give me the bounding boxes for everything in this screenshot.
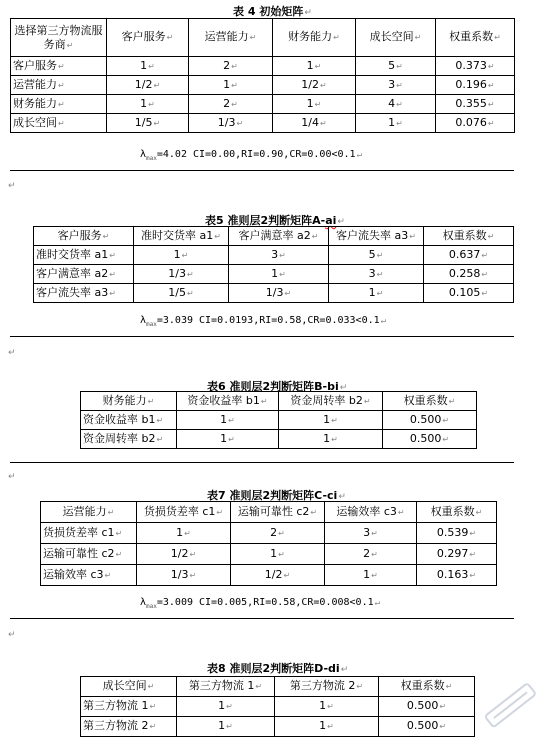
table7-header-4: 权重系数↵	[417, 502, 497, 523]
table-row	[41, 565, 497, 586]
table5-header-2: 客户满意率 a2↵	[229, 227, 329, 246]
table7-cell: 运输效率 c3↵	[41, 565, 137, 586]
table6-cell: 0.500↵	[383, 411, 477, 430]
table4-cell: 运营能力↵	[11, 76, 107, 95]
table4-cell: 0.373↵	[436, 57, 515, 76]
table8-cell: 0.500↵	[379, 697, 475, 717]
table5	[33, 226, 514, 303]
table7-caption: 表7 准则层2判断矩阵C-ci↵	[207, 489, 346, 502]
table7-cell: 3↵	[325, 523, 417, 544]
table7	[40, 501, 497, 586]
watermark-logo	[476, 676, 546, 736]
table4-cell: 0.196↵	[436, 76, 515, 95]
table4-caption: 表 4 初始矩阵↵	[233, 5, 312, 18]
table6-cell: 1↵	[177, 430, 279, 449]
table8-header-row	[81, 677, 475, 697]
table7-cell: 运输可靠性 c2↵	[41, 544, 137, 565]
divider	[10, 336, 514, 337]
table8-header-0: 成长空间↵	[81, 677, 177, 697]
table6-cell: 1↵	[177, 411, 279, 430]
table-row	[41, 523, 497, 544]
table-row	[11, 76, 515, 95]
table4-cell: 1↵	[107, 57, 189, 76]
table7-cell: 1/2↵	[137, 544, 231, 565]
table7-cell: 1/3↵	[137, 565, 231, 586]
table4-cell: 1/5↵	[107, 114, 189, 133]
table6-cell: 1↵	[279, 411, 383, 430]
table5-header-0: 客户服务↵	[34, 227, 134, 246]
table4-consistency-formula: $\lambda_{max}=4.02$ CI=0.00,RI=0.90,CR=0.00<0.1↵	[140, 149, 362, 162]
table5-cell: 1↵	[329, 284, 424, 303]
table8-cell: 第三方物流 2↵	[81, 717, 177, 737]
table8-header-1: 第三方物流 1↵	[177, 677, 275, 697]
table-row	[34, 265, 514, 284]
table6-header-row	[81, 392, 477, 411]
table6-cell: 资金收益率 b1↵	[81, 411, 177, 430]
table6-cell: 资金周转率 b2↵	[81, 430, 177, 449]
table5-cell: 0.105↵	[424, 284, 514, 303]
table4-cell: 3↵	[356, 76, 436, 95]
table4-cell: 4↵	[356, 95, 436, 114]
table4-cell: 2↵	[189, 95, 273, 114]
table-row	[34, 246, 514, 265]
table4-cell: 0.076↵	[436, 114, 515, 133]
table7-consistency-formula: $\lambda_{max}=3.009$ CI=0.005,RI=0.58,CR=0.008<0.1↵	[140, 597, 381, 610]
table-row	[11, 95, 515, 114]
table5-cell: 5↵	[329, 246, 424, 265]
table-row	[11, 114, 515, 133]
table6	[80, 391, 477, 449]
table4-header-0: 选择第三方物流服务商↵	[11, 19, 107, 57]
table4-cell: 1↵	[273, 95, 356, 114]
table5-consistency-formula: $\lambda_{max}=3.039$ CI=0.0193,RI=0.58,CR=0.033<0.1↵	[140, 315, 387, 328]
table7-cell: 2↵	[325, 544, 417, 565]
table5-caption: 表5 准则层2判断矩阵A-ai↵	[205, 214, 345, 227]
table6-cell: 1↵	[279, 430, 383, 449]
table5-cell: 客户满意率 a2↵	[34, 265, 134, 284]
table8-cell: 1↵	[275, 717, 379, 737]
table8-header-2: 第三方物流 2↵	[275, 677, 379, 697]
table4-cell: 财务能力↵	[11, 95, 107, 114]
table6-header-0: 财务能力↵	[81, 392, 177, 411]
table5-cell: 3↵	[329, 265, 424, 284]
table5-cell: 0.258↵	[424, 265, 514, 284]
table-row	[41, 544, 497, 565]
table8-cell: 0.500↵	[379, 717, 475, 737]
table4-cell: 1↵	[356, 114, 436, 133]
table7-header-2: 运输可靠性 c2↵	[231, 502, 325, 523]
table5-header-1: 准时交货率 a1↵	[134, 227, 229, 246]
table4-header-row	[11, 19, 515, 57]
table7-header-row	[41, 502, 497, 523]
table-row	[34, 284, 514, 303]
table8-cell: 1↵	[177, 697, 275, 717]
table5-header-row	[34, 227, 514, 246]
table8-cell: 第三方物流 1↵	[81, 697, 177, 717]
table7-header-1: 货损货差率 c1↵	[137, 502, 231, 523]
table4-header-3: 财务能力↵	[273, 19, 356, 57]
table8-cell: 1↵	[275, 697, 379, 717]
paragraph-mark: ↵	[8, 181, 16, 191]
table7-cell: 货损货差率 c1↵	[41, 523, 137, 544]
table4-header-2: 运营能力↵	[189, 19, 273, 57]
table7-cell: 2↵	[231, 523, 325, 544]
table-row	[81, 717, 475, 737]
table5-header-4: 权重系数↵	[424, 227, 514, 246]
table7-cell: 1↵	[231, 544, 325, 565]
paragraph-mark: ↵	[8, 472, 16, 482]
table4-cell: 成长空间↵	[11, 114, 107, 133]
table5-cell: 客户流失率 a3↵	[34, 284, 134, 303]
table6-header-2: 资金周转率 b2↵	[279, 392, 383, 411]
table5-cell: 3↵	[229, 246, 329, 265]
table8-caption: 表8 准则层2判断矩阵D-di↵	[207, 662, 349, 675]
table4-cell: 1↵	[107, 95, 189, 114]
table4-cell: 1/2↵	[107, 76, 189, 95]
table4	[10, 18, 515, 133]
table7-cell: 1/2↵	[231, 565, 325, 586]
table5-header-3: 客户流失率 a3↵	[329, 227, 424, 246]
table7-cell: 0.297↵	[417, 544, 497, 565]
table-row	[81, 697, 475, 717]
paragraph-mark: ↵	[8, 630, 16, 640]
table4-cell: 客户服务↵	[11, 57, 107, 76]
table5-cell: 准时交货率 a1↵	[34, 246, 134, 265]
table5-cell: 1↵	[134, 246, 229, 265]
table4-header-4: 成长空间↵	[356, 19, 436, 57]
table4-cell: 1/3↵	[189, 114, 273, 133]
table7-header-3: 运输效率 c3↵	[325, 502, 417, 523]
table5-cell: 0.637↵	[424, 246, 514, 265]
table4-cell: 1/4↵	[273, 114, 356, 133]
table8	[80, 676, 475, 737]
divider	[10, 462, 514, 463]
table7-cell: 0.163↵	[417, 565, 497, 586]
table4-cell: 2↵	[189, 57, 273, 76]
table7-cell: 1↵	[137, 523, 231, 544]
table4-cell: 1/2↵	[273, 76, 356, 95]
table6-header-3: 权重系数↵	[383, 392, 477, 411]
table-row	[11, 57, 515, 76]
table-row	[81, 430, 477, 449]
table4-cell: 0.355↵	[436, 95, 515, 114]
divider	[10, 170, 514, 171]
table8-cell: 1↵	[177, 717, 275, 737]
table4-header-1: 客户服务↵	[107, 19, 189, 57]
table4-cell: 1↵	[273, 57, 356, 76]
divider	[10, 618, 514, 619]
table-row	[81, 411, 477, 430]
table6-header-1: 资金收益率 b1↵	[177, 392, 279, 411]
table6-cell: 0.500↵	[383, 430, 477, 449]
table4-cell: 1↵	[189, 76, 273, 95]
table8-header-3: 权重系数↵	[379, 677, 475, 697]
table5-cell: 1/3↵	[229, 284, 329, 303]
table5-cell: 1↵	[229, 265, 329, 284]
table4-cell: 5↵	[356, 57, 436, 76]
table7-header-0: 运营能力↵	[41, 502, 137, 523]
paragraph-mark: ↵	[8, 348, 16, 358]
table4-header-5: 权重系数↵	[436, 19, 515, 57]
table7-cell: 1↵	[325, 565, 417, 586]
table7-cell: 0.539↵	[417, 523, 497, 544]
table6-caption: 表6 准则层2判断矩阵B-bi↵	[207, 380, 348, 393]
table5-cell: 1/5↵	[134, 284, 229, 303]
table5-cell: 1/3↵	[134, 265, 229, 284]
